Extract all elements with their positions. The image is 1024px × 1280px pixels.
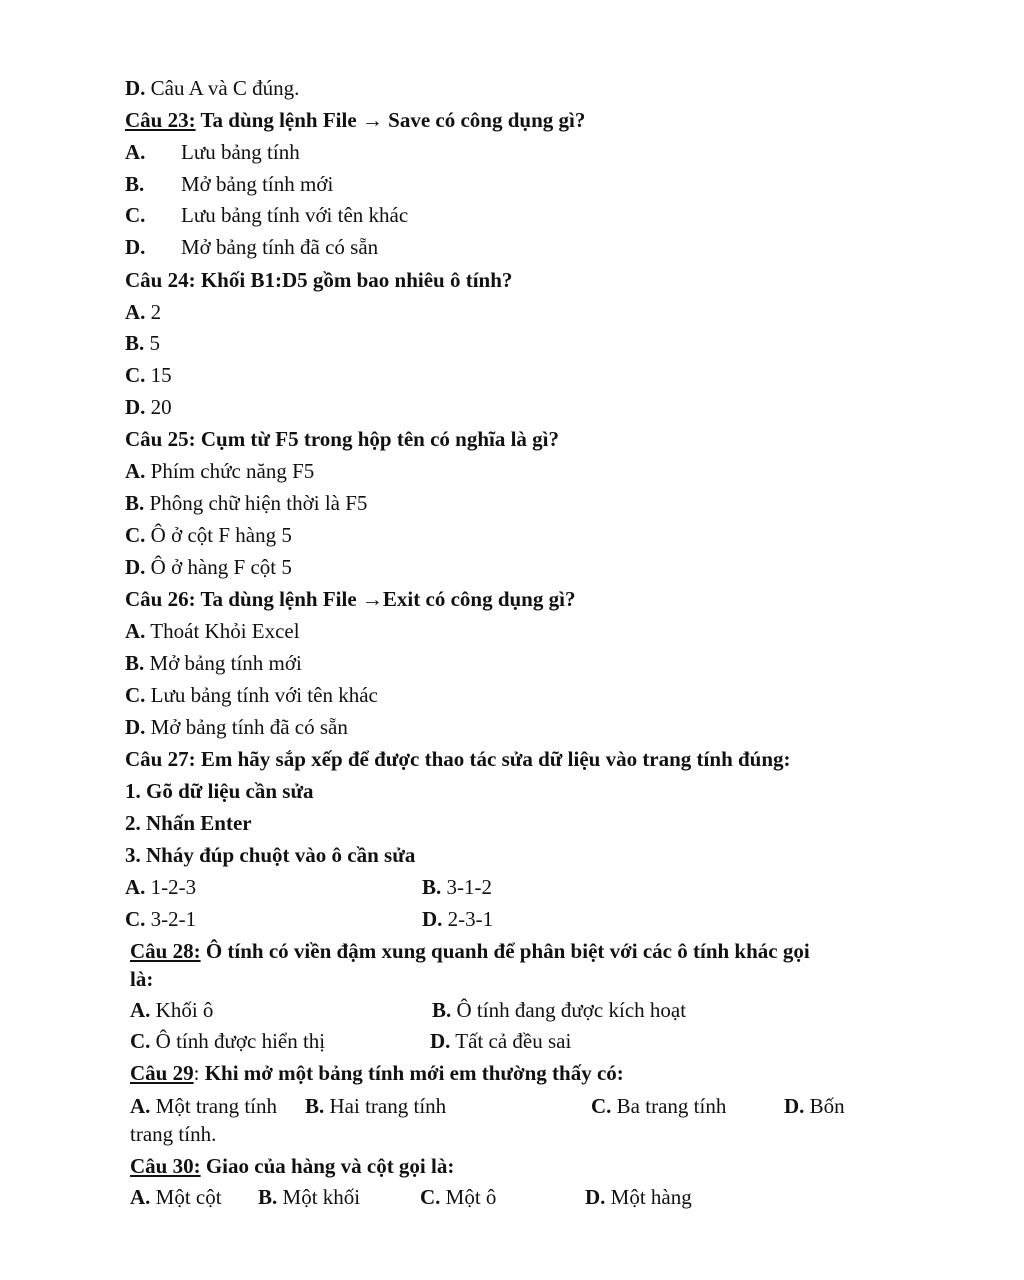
- question-28-continued: là:: [130, 967, 154, 991]
- q30-option-a: [130, 1183, 222, 1211]
- q29-option-b: [305, 1092, 446, 1120]
- question-23: [125, 106, 585, 134]
- q30-option-d: [585, 1183, 692, 1211]
- option-text: Một khối: [282, 1185, 361, 1209]
- option-text: Ba trang tính: [616, 1094, 727, 1118]
- question-number: Câu 30:: [130, 1154, 201, 1178]
- option-text: Ô ở hàng F cột 5: [150, 555, 292, 579]
- option-label: A.: [130, 1094, 151, 1118]
- q23-option-b: [125, 170, 144, 198]
- q23-option-c: [125, 201, 145, 229]
- option-label: C.: [125, 363, 146, 387]
- question-number: Câu 25:: [125, 427, 196, 451]
- option-label: D.: [430, 1029, 451, 1053]
- option-label: B.: [125, 651, 145, 675]
- option-label: A.: [125, 300, 146, 324]
- question-number: Câu 27:: [125, 747, 196, 771]
- option-text: Khối ô: [155, 998, 214, 1022]
- option-text: 1-2-3: [150, 875, 197, 899]
- q26-option-a: [125, 617, 300, 645]
- q25-option-b: [125, 489, 367, 517]
- option-label: C.: [420, 1185, 441, 1209]
- option-label: D.: [125, 395, 146, 419]
- question-30: [130, 1152, 454, 1180]
- q23-option-a-text: Lưu bảng tính: [181, 140, 300, 164]
- q24-option-b: [125, 329, 160, 357]
- option-label: B.: [422, 875, 442, 899]
- q27-option-c: [125, 905, 196, 933]
- option-text: 3-2-1: [150, 907, 197, 931]
- question-text: Ta dùng lệnh File → Save có công dụng gì?: [200, 108, 586, 132]
- question-text: Khi mở một bảng tính mới em thường thấy có:: [204, 1061, 624, 1085]
- option-label: D.: [585, 1185, 606, 1209]
- question-26: [125, 585, 575, 613]
- question-28: [130, 937, 810, 965]
- question-number: Câu 24:: [125, 268, 196, 292]
- option-text: Thoát Khỏi Excel: [150, 619, 300, 643]
- question-25: [125, 425, 559, 453]
- option-label: B.: [125, 331, 145, 355]
- option-label: A.: [130, 1185, 151, 1209]
- question-27: [125, 745, 791, 773]
- option-text: 2-3-1: [447, 907, 494, 931]
- option-text: Ô ở cột F hàng 5: [150, 523, 292, 547]
- q24-option-c: [125, 361, 172, 389]
- q27-option-b: [422, 873, 492, 901]
- q23-option-d-text: Mở bảng tính đã có sẵn: [181, 235, 379, 259]
- option-label: B.: [258, 1185, 278, 1209]
- q29-option-d-wrap: trang tính.: [130, 1122, 217, 1146]
- previous-answer-d: [125, 74, 299, 102]
- q25-option-d: [125, 553, 292, 581]
- option-label: B.: [125, 172, 145, 196]
- option-text: Một trang tính: [155, 1094, 277, 1118]
- option-label: C.: [130, 1029, 151, 1053]
- q24-option-a: [125, 298, 161, 326]
- option-text: Lưu bảng tính với tên khác: [150, 683, 378, 707]
- question-text: Ta dùng lệnh File →Exit có công dụng gì?: [200, 587, 576, 611]
- option-text: Phím chức năng F5: [150, 459, 315, 483]
- q28-option-a: [130, 996, 213, 1024]
- option-text: 2: [150, 300, 162, 324]
- question-text: Khối B1:D5 gồm bao nhiêu ô tính?: [200, 268, 513, 292]
- option-label: A.: [130, 998, 151, 1022]
- option-label: B.: [125, 491, 145, 515]
- option-text: Mở bảng tính mới: [149, 651, 302, 675]
- question-text: Cụm từ F5 trong hộp tên có nghĩa là gì?: [200, 427, 560, 451]
- q28-option-d: [430, 1027, 571, 1055]
- option-label: D.: [125, 715, 146, 739]
- q23-option-a: [125, 138, 145, 166]
- option-text: Mở bảng tính đã có sẵn: [150, 715, 348, 739]
- q23-option-c-text: Lưu bảng tính với tên khác: [181, 203, 409, 227]
- option-label: A.: [125, 459, 146, 483]
- option-label: A.: [125, 875, 146, 899]
- option-label: C.: [125, 523, 146, 547]
- q27-step-1: 1. Gõ dữ liệu cần sửa: [125, 779, 314, 803]
- option-text: Câu A và C đúng.: [150, 76, 300, 100]
- q30-option-b: [258, 1183, 360, 1211]
- option-label: A.: [125, 140, 146, 164]
- option-text: Ô tính đang được kích hoạt: [456, 998, 687, 1022]
- option-label: C.: [125, 203, 146, 227]
- q29-option-c: [591, 1092, 726, 1120]
- q27-step-2: 2. Nhấn Enter: [125, 811, 252, 835]
- q29-option-d: [784, 1092, 845, 1120]
- option-text: 5: [149, 331, 161, 355]
- option-label: D.: [125, 555, 146, 579]
- q27-option-a: [125, 873, 196, 901]
- option-text: 3-1-2: [446, 875, 493, 899]
- option-label: C.: [125, 683, 146, 707]
- option-label: B.: [432, 998, 452, 1022]
- q27-step-3: 3. Nháy đúp chuột vào ô cần sửa: [125, 843, 416, 867]
- option-text: Một hàng: [610, 1185, 692, 1209]
- q25-option-a: [125, 457, 314, 485]
- q29-option-a: [130, 1092, 277, 1120]
- option-text: Bốn: [809, 1094, 845, 1118]
- option-label: D.: [125, 235, 146, 259]
- option-text: Tất cả đều sai: [455, 1029, 572, 1053]
- question-text: Giao của hàng và cột gọi là:: [205, 1154, 455, 1178]
- option-text: Phông chữ hiện thời là F5: [149, 491, 368, 515]
- option-label: B.: [305, 1094, 325, 1118]
- option-label: D.: [125, 76, 146, 100]
- option-text: 20: [150, 395, 172, 419]
- question-text: Em hãy sắp xếp để được thao tác sửa dữ liệu vào trang tính đúng:: [200, 747, 791, 771]
- q28-option-b: [432, 996, 686, 1024]
- q24-option-d: [125, 393, 172, 421]
- q23-option-b-text: Mở bảng tính mới: [181, 172, 334, 196]
- option-text: Ô tính được hiển thị: [155, 1029, 326, 1053]
- q26-option-b: [125, 649, 302, 677]
- option-text: Hai trang tính: [329, 1094, 447, 1118]
- question-text: Ô tính có viền đậm xung quanh để phân biệt với các ô tính khác gọi: [205, 939, 810, 963]
- question-29: [130, 1059, 624, 1087]
- option-label: A.: [125, 619, 146, 643]
- q26-option-c: [125, 681, 378, 709]
- option-text: Một cột: [155, 1185, 222, 1209]
- question-number: Câu 29: [130, 1061, 194, 1085]
- option-label: D.: [422, 907, 443, 931]
- question-colon: :: [193, 1061, 200, 1085]
- q30-option-c: [420, 1183, 496, 1211]
- option-text: Một ô: [445, 1185, 497, 1209]
- q27-option-d: [422, 905, 493, 933]
- q28-option-c: [130, 1027, 325, 1055]
- question-24: [125, 266, 512, 294]
- q23-option-d: [125, 233, 145, 261]
- option-text: 15: [150, 363, 172, 387]
- option-label: C.: [125, 907, 146, 931]
- q25-option-c: [125, 521, 292, 549]
- option-label: D.: [784, 1094, 805, 1118]
- option-label: C.: [591, 1094, 612, 1118]
- q26-option-d: [125, 713, 348, 741]
- question-number: Câu 26:: [125, 587, 196, 611]
- question-number: Câu 28:: [130, 939, 201, 963]
- question-number: Câu 23:: [125, 108, 196, 132]
